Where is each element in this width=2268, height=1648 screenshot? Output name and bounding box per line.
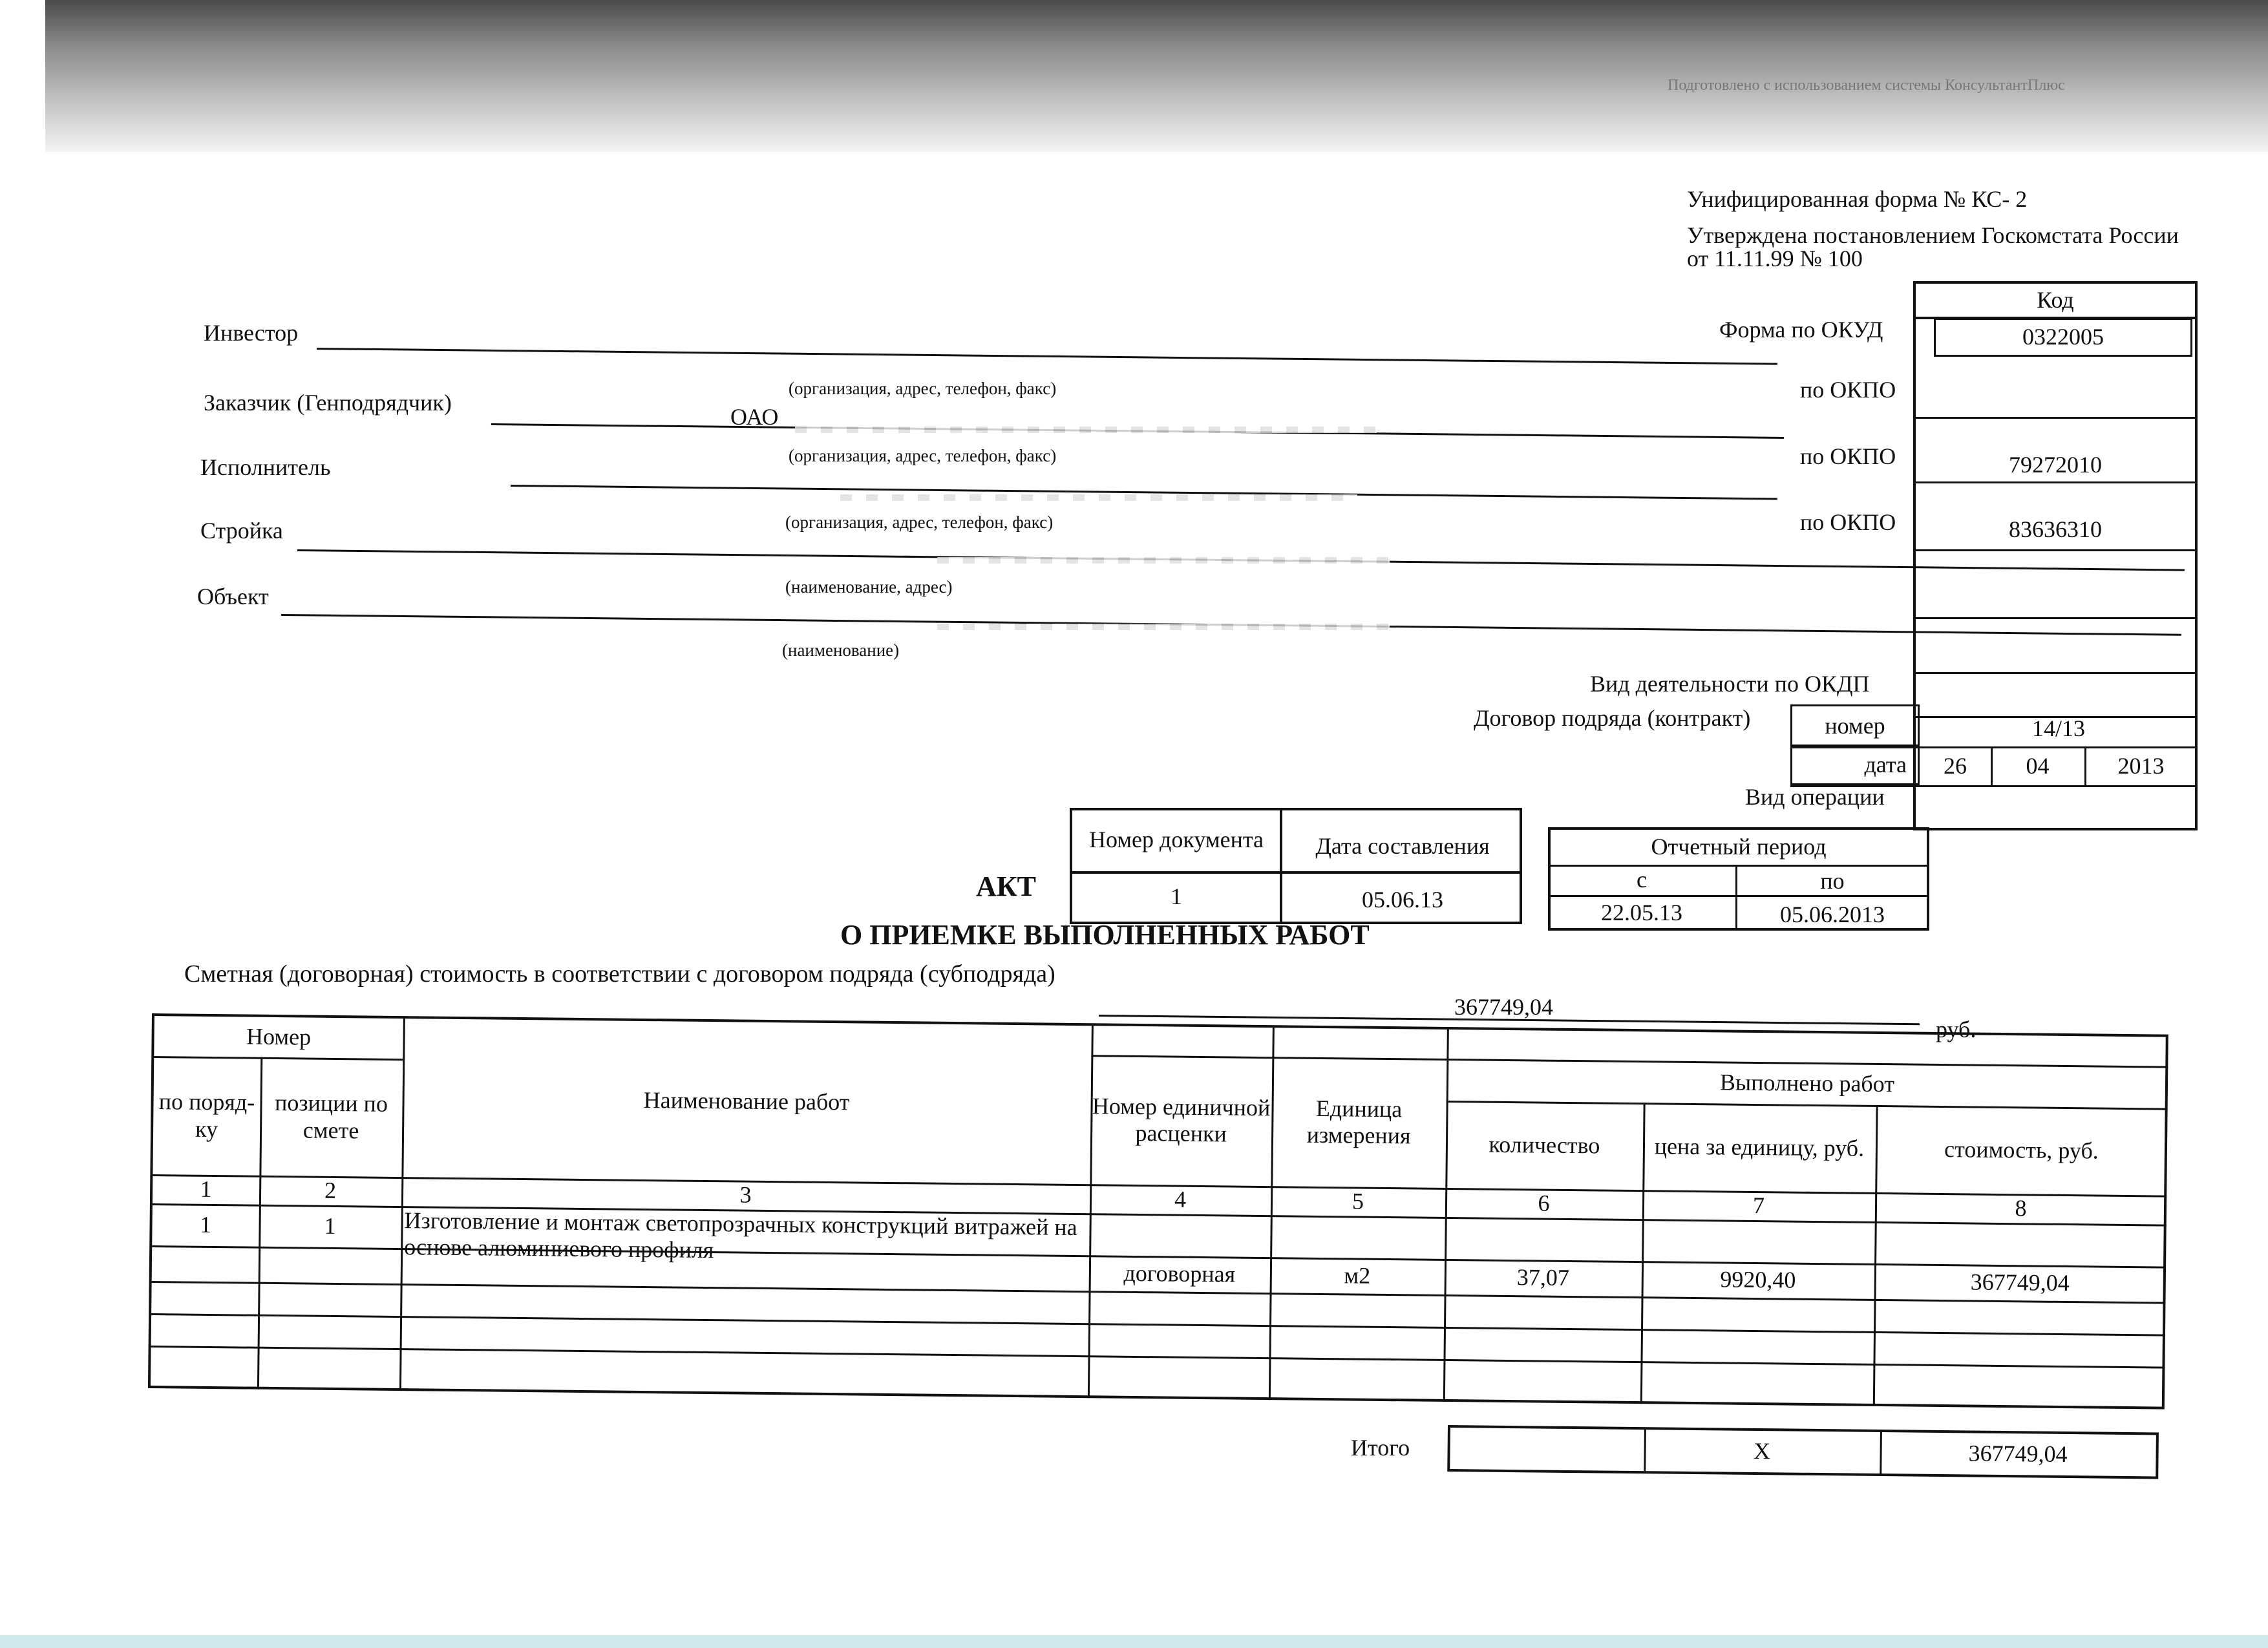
doc-number: 1 <box>1171 883 1182 909</box>
row-position: 1 <box>324 1212 336 1239</box>
colnum-7: 7 <box>1752 1192 1765 1218</box>
col-position: позиции по смете <box>274 1090 388 1143</box>
col-qty: количество <box>1489 1131 1600 1159</box>
doc-date-label: Дата составления <box>1315 833 1490 860</box>
contractor-label: Исполнитель <box>200 454 331 480</box>
hint-investor: (организация, адрес, телефон, факс) <box>789 379 1057 398</box>
doc-number-label: Номер документа <box>1088 827 1264 853</box>
col-number-group: Номер <box>246 1023 312 1050</box>
okpo-site: 83636310 <box>2009 516 2102 543</box>
cost-unit: руб. <box>1936 1017 1977 1042</box>
scan-edge-bottom <box>0 1635 2268 1648</box>
contract-number: 14/13 <box>2031 715 2085 741</box>
okpo-label-contractor: по ОКПО <box>1800 443 1896 469</box>
investor-label: Инвестор <box>204 320 299 346</box>
operation-label: Вид операции <box>1745 784 1885 810</box>
act-subtitle: О ПРИЕМКЕ ВЫПОЛНЕННЫХ РАБОТ <box>840 919 1370 951</box>
colnum-4: 4 <box>1174 1186 1187 1212</box>
period-to-label: по <box>1820 867 1845 894</box>
customer-value: ОАО <box>730 404 779 430</box>
hint-object: (наименование) <box>782 640 900 660</box>
codes-title: Код <box>2037 287 2074 313</box>
col-done-group: Выполнено работ <box>1719 1069 1895 1097</box>
hint-contractor: (организация, адрес, телефон, факс) <box>785 512 1054 532</box>
total-label: Итого <box>1351 1435 1410 1461</box>
okpo-label-site: по ОКПО <box>1800 509 1896 535</box>
object-label: Объект <box>197 584 269 609</box>
col-name: Наименование работ <box>643 1086 850 1115</box>
contract-label: Договор подряда (контракт) <box>1474 705 1751 731</box>
okpo-contractor: 79272010 <box>2009 452 2102 478</box>
row-cost: 367749,04 <box>1970 1269 2070 1296</box>
col-price: цена за единицу, руб. <box>1654 1133 1865 1161</box>
period-to: 05.06.2013 <box>1780 901 1885 927</box>
row-rate: договорная <box>1123 1260 1236 1287</box>
hint-customer: (организация, адрес, телефон, факс) <box>789 446 1057 465</box>
scan-shadow-top <box>45 0 2268 152</box>
col-unit: Единица измерения <box>1306 1095 1411 1149</box>
colnum-8: 8 <box>2015 1194 2027 1221</box>
form-approval: Утверждена постановлением Госкомстата России <box>1687 222 2179 248</box>
col-cost: стоимость, руб. <box>1944 1136 2099 1164</box>
row-order: 1 <box>199 1211 212 1238</box>
okud-value: 0322005 <box>2022 324 2104 350</box>
cost-value: 367749,04 <box>1454 994 1553 1020</box>
period-label: Отчетный период <box>1651 834 1827 860</box>
watermark: Подготовлено с использованием системы КонсультантПлюс <box>1668 77 2065 94</box>
row-name: Изготовление и монтаж светопрозрачных конструкций витражей на основе алюминиевого профиля <box>404 1207 1077 1263</box>
form-approval-date: от 11.11.99 № 100 <box>1687 246 1863 271</box>
period-from: 22.05.13 <box>1601 899 1682 925</box>
contract-number-label: номер <box>1825 712 1885 739</box>
total-value: 367749,04 <box>1968 1440 2068 1468</box>
period-from-label: с <box>1637 866 1647 893</box>
works-table <box>148 1013 2168 1410</box>
total-box <box>1447 1425 2159 1479</box>
contract-month: 04 <box>2026 752 2050 779</box>
total-mark: Х <box>1753 1438 1771 1464</box>
act-title: АКТ <box>976 871 1037 902</box>
okud-label: Форма по ОКУД <box>1719 317 1883 343</box>
colnum-6: 6 <box>1538 1190 1550 1216</box>
doc-date: 05.06.13 <box>1362 886 1443 913</box>
colnum-3: 3 <box>739 1181 752 1208</box>
row-qty: 37,07 <box>1516 1263 1570 1291</box>
form-name: Унифицированная форма № КС- 2 <box>1687 186 2028 212</box>
colnum-2: 2 <box>324 1177 337 1203</box>
cost-label: Сметная (договорная) стоимость в соответствии с договором подряда (субподряда) <box>184 960 1055 988</box>
row-price: 9920,40 <box>1720 1266 1796 1293</box>
okdp-label: Вид деятельности по ОКДП <box>1590 671 1870 697</box>
contract-year: 2013 <box>2117 752 2165 779</box>
hint-site: (наименование, адрес) <box>785 577 953 597</box>
okpo-label-customer: по ОКПО <box>1800 377 1896 403</box>
customer-label: Заказчик (Генподрядчик) <box>204 390 452 416</box>
colnum-5: 5 <box>1351 1188 1364 1214</box>
row-unit: м2 <box>1344 1262 1371 1289</box>
colnum-1: 1 <box>200 1176 212 1202</box>
contract-date-label: дата <box>1864 752 1907 778</box>
col-order: по поряд- ку <box>158 1088 255 1142</box>
site-label: Стройка <box>200 518 283 544</box>
contract-day: 26 <box>1944 752 1967 779</box>
col-rate: Номер единичной расценки <box>1092 1092 1271 1147</box>
